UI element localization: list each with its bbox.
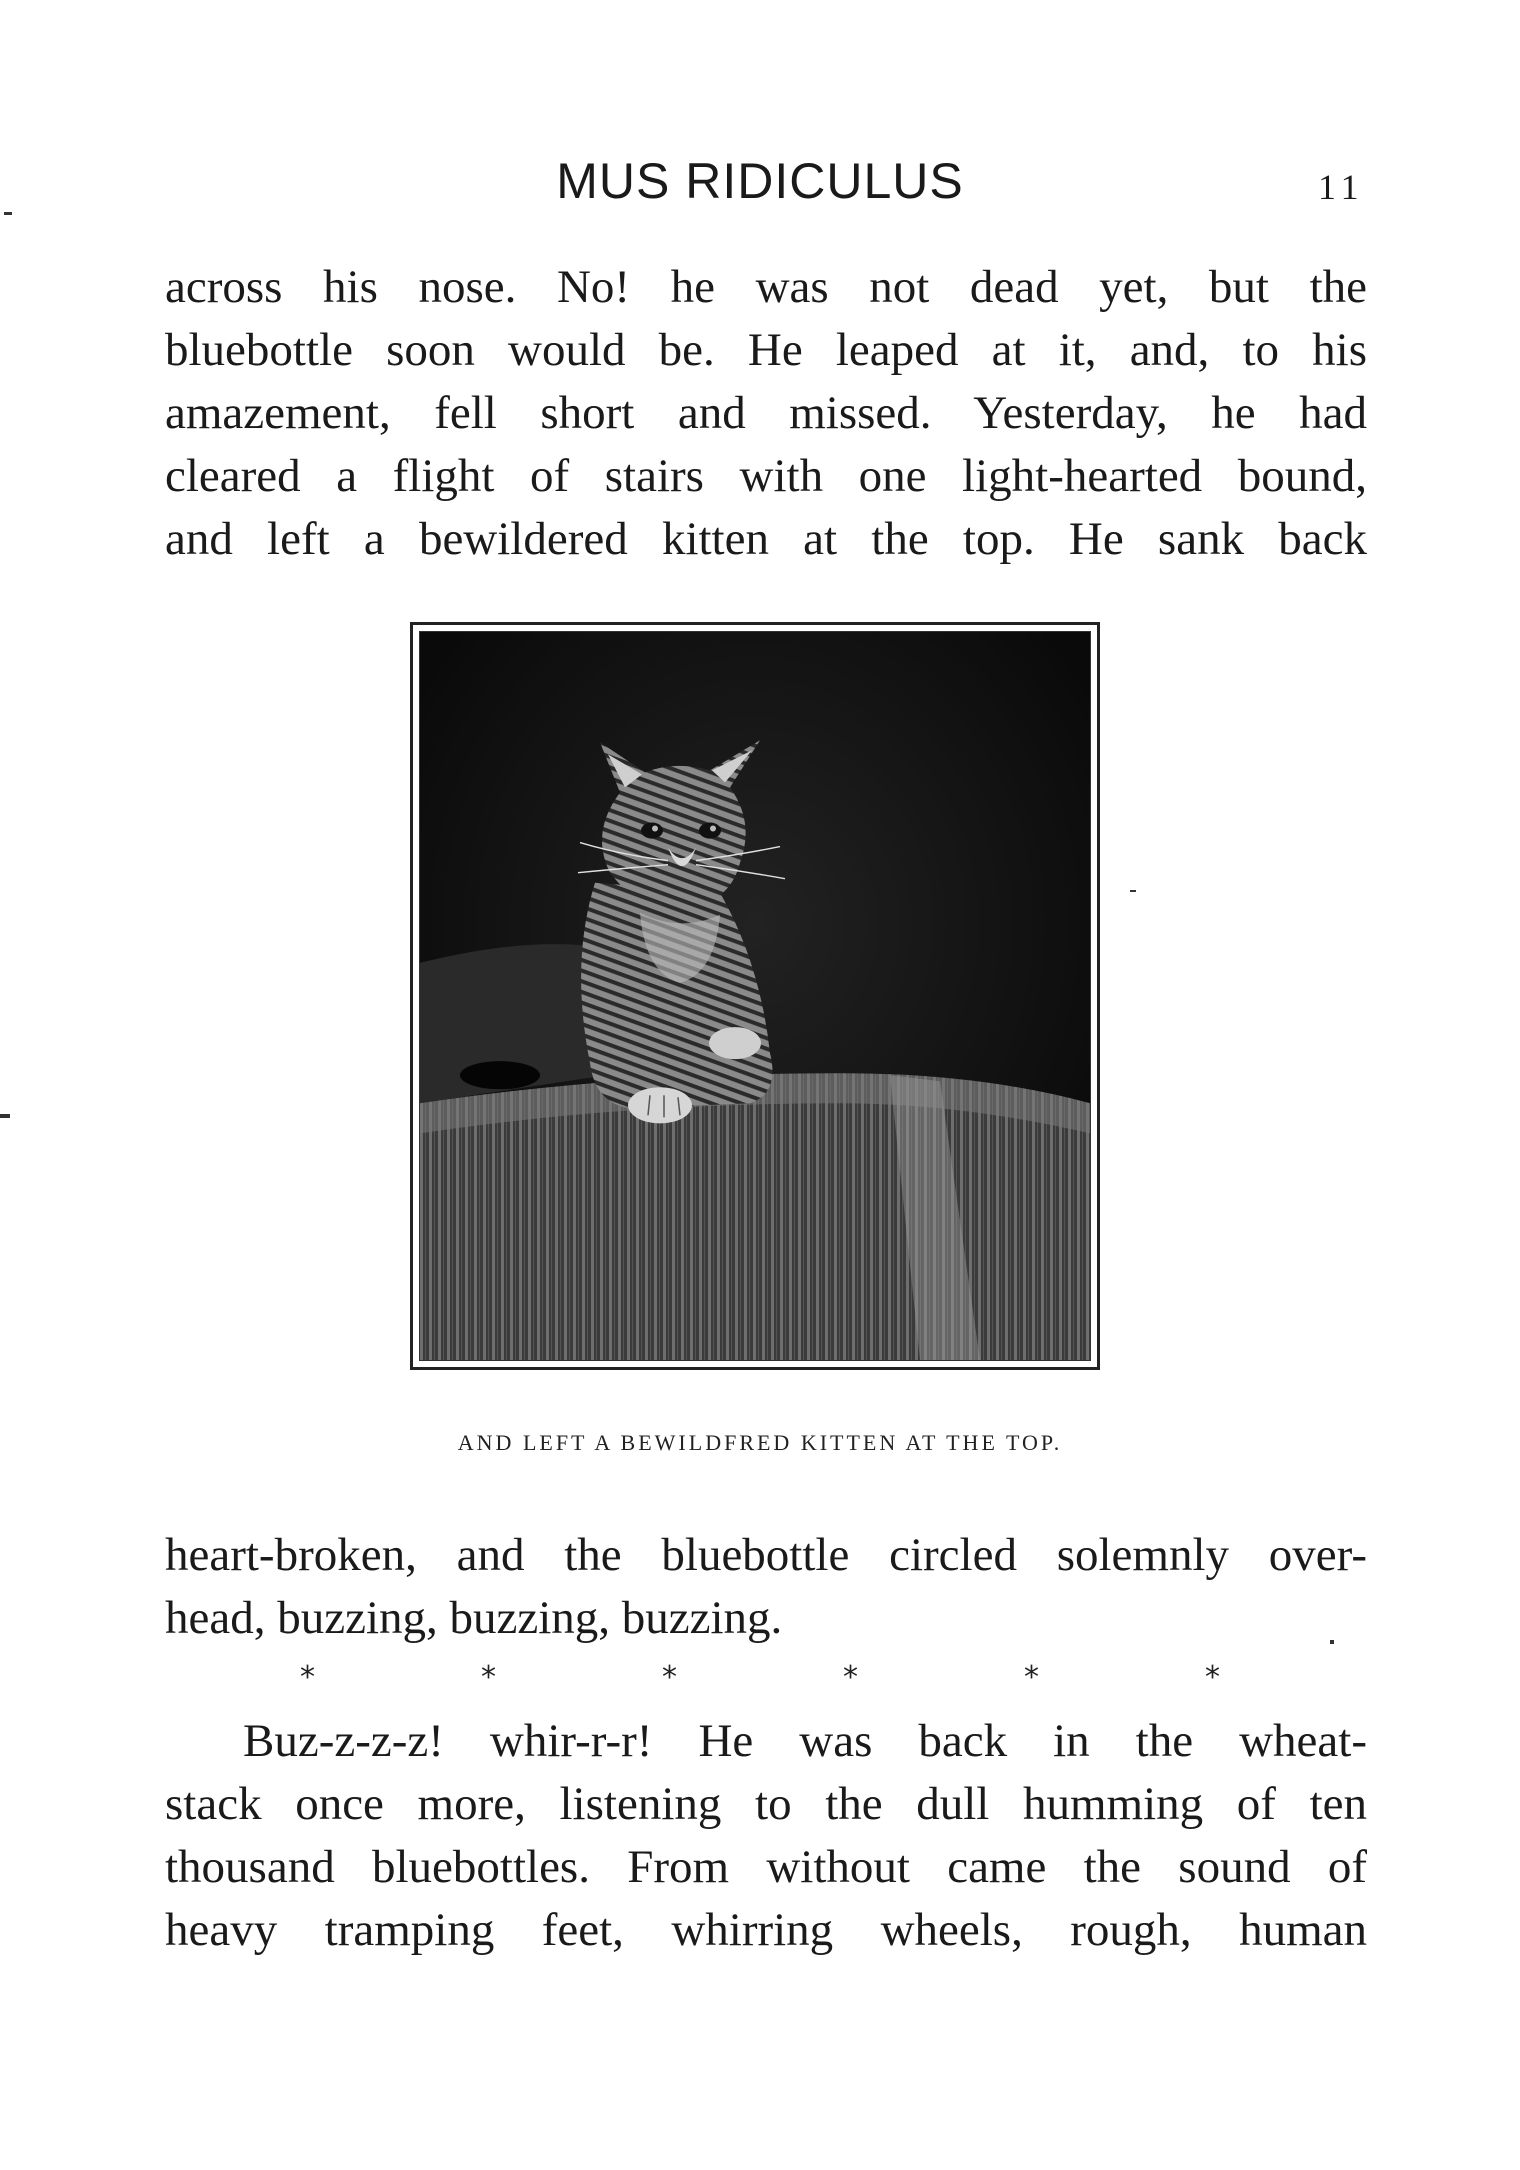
scan-speck: [1330, 1640, 1334, 1644]
kitten-photograph-icon: [420, 632, 1090, 1360]
asterisk-mark: *: [843, 1660, 858, 1695]
running-head-title: MUS RIDICULUS: [556, 153, 964, 209]
paragraph-2: [165, 1524, 1367, 1650]
asterisk-mark: *: [1205, 1660, 1220, 1695]
text-line: stack once more, listening to the dull humming of ten: [165, 1778, 1367, 1830]
section-break: [300, 1660, 1220, 1695]
figure-caption: AND LEFT A BEWILDFRED KITTEN AT THE TOP.: [457, 1430, 1063, 1455]
text-line: thousand bluebottles. From without came the sound of: [165, 1841, 1367, 1893]
paragraph-3: [165, 1710, 1367, 1962]
text-line: bluebottle soon would be. He leaped at it, and, to his: [165, 324, 1367, 376]
text-line: head, buzzing, buzzing, buzzing.: [165, 1592, 783, 1644]
text-line: Buz-z-z-z! whir-r-r! He was back in the wheat-: [243, 1715, 1367, 1767]
text-line: across his nose. No! he was not dead yet, but the: [165, 261, 1367, 313]
asterisk-mark: *: [300, 1660, 315, 1695]
asterisk-mark: *: [481, 1660, 496, 1695]
asterisk-mark: *: [1024, 1660, 1039, 1695]
kitten-photo: [419, 631, 1091, 1361]
kitten-photo-frame: [410, 622, 1100, 1370]
text-line: heavy tramping feet, whirring wheels, rough, human: [165, 1904, 1367, 1956]
scan-speck: [4, 212, 12, 215]
text-line: amazement, fell short and missed. Yesterday, he had: [165, 387, 1367, 439]
paragraph-1: [165, 256, 1367, 571]
asterisk-mark: *: [662, 1660, 677, 1695]
scan-speck: [1130, 890, 1136, 892]
text-line: heart-broken, and the bluebottle circled solemnly over-: [165, 1529, 1367, 1581]
scan-speck: [0, 1114, 10, 1118]
text-line: cleared a flight of stairs with one light-hearted bound,: [165, 450, 1367, 502]
text-line: and left a bewildered kitten at the top. He sank back: [165, 513, 1367, 565]
page-number: 11: [1318, 167, 1365, 207]
